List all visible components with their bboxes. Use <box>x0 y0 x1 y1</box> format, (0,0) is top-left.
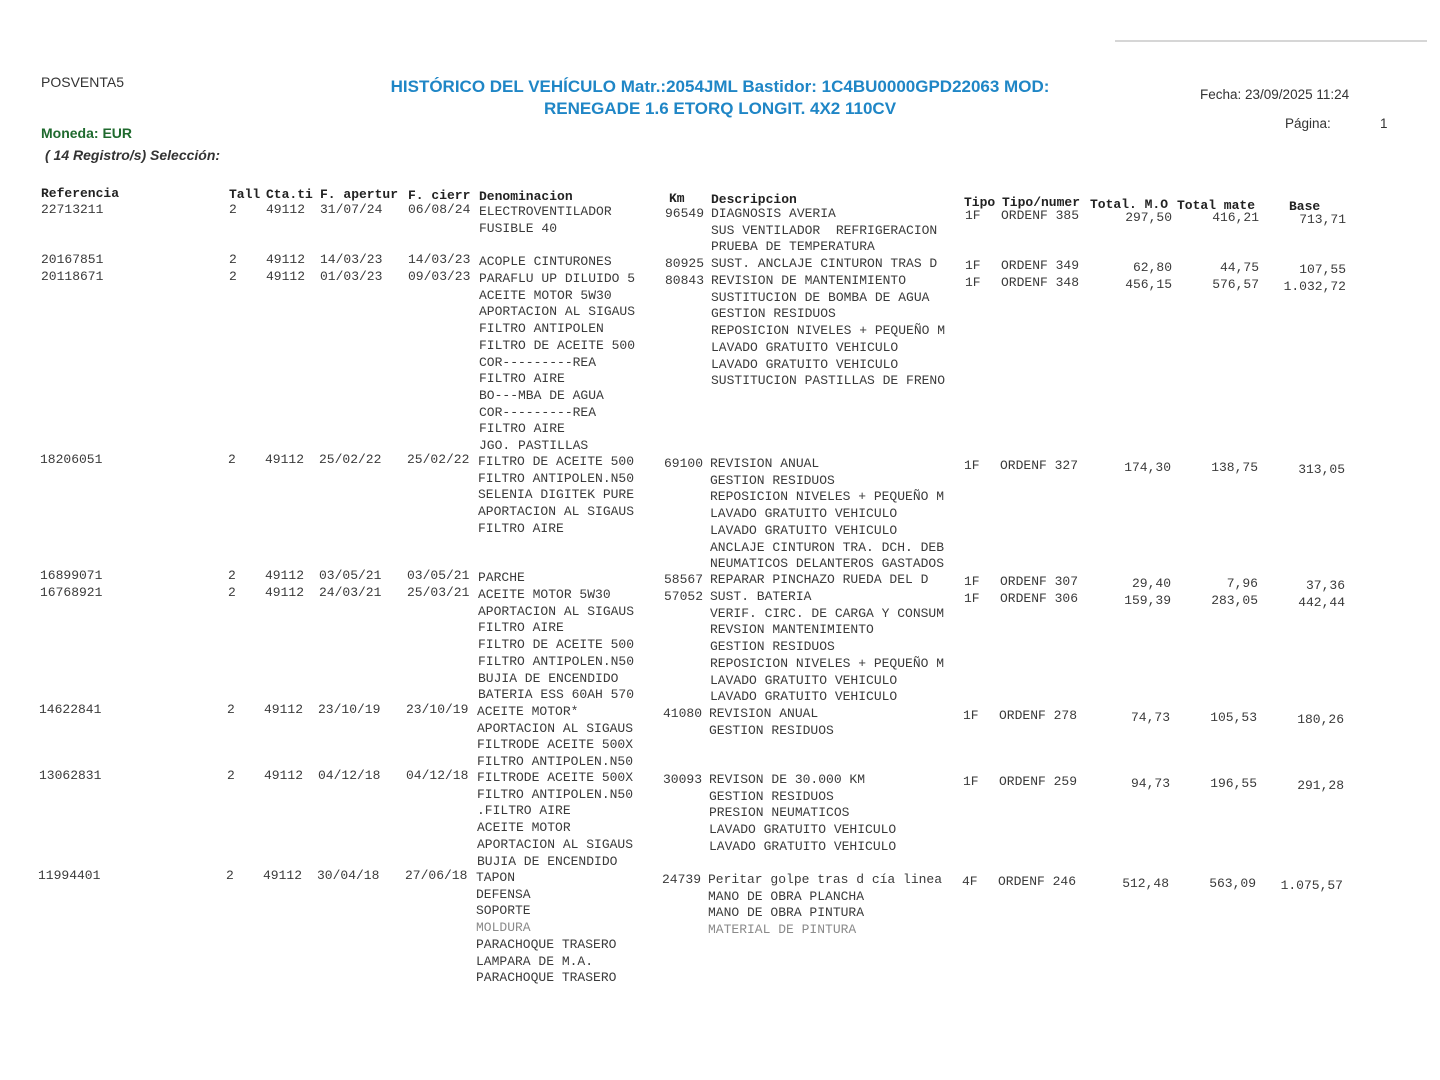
part-line: BUJIA DE ENCENDIDO <box>477 853 618 869</box>
part-line: FILTRO AIRE <box>479 371 565 387</box>
cell-km: 24739 <box>662 872 702 887</box>
operation-line: PRESION NEUMATICOS <box>709 805 850 821</box>
part-line: APORTACION AL SIGAUS <box>478 504 635 520</box>
cell-descripcion <box>711 273 945 390</box>
part-line: PARACHOQUE TRASERO <box>476 970 617 986</box>
operation-line: SUST. ANCLAJE CINTURON TRAS D <box>711 256 938 271</box>
cell-total-mo: 159,39 <box>1124 593 1171 608</box>
cell-ref: 16768921 <box>40 585 103 600</box>
part-line: ACEITE MOTOR 5W30 <box>479 287 612 303</box>
cell-tipo: 1F <box>965 275 981 290</box>
operation-line: LAVADO GRATUITO VEHICULO <box>710 506 898 522</box>
part-line: DEFENSA <box>476 886 531 902</box>
cell-cierre: 04/12/18 <box>406 768 469 783</box>
cell-base: 180,26 <box>1297 712 1344 727</box>
col-referencia: Referencia <box>41 186 120 201</box>
cell-total-mo: 62,80 <box>1132 260 1172 275</box>
operation-line: LAVADO GRATUITO VEHICULO <box>710 672 898 688</box>
operation-line: GESTION RESIDUOS <box>709 722 834 738</box>
operation-line: REPOSICION NIVELES + PEQUEÑO M <box>710 489 945 505</box>
cell-ref: 20118671 <box>41 269 104 284</box>
record-count: ( 14 Registro/s) Selección: <box>45 147 221 163</box>
part-line: SOPORTE <box>476 903 531 919</box>
cell-apertura: 31/07/24 <box>320 202 383 217</box>
col-km: Km <box>669 191 685 206</box>
cell-cta: 49112 <box>265 585 305 600</box>
cell-total-mat: 563,09 <box>1209 876 1256 891</box>
cell-cta: 49112 <box>263 868 303 883</box>
operation-line: GESTION RESIDUOS <box>710 639 835 655</box>
cell-denominacion <box>479 254 612 271</box>
operation-line: REPOSICION NIVELES + PEQUEÑO M <box>711 323 946 339</box>
operation-line: SUSTITUCION DE BOMBA DE AGUA <box>711 289 930 305</box>
col-cta: Cta.ti <box>266 187 313 202</box>
part-line: FUSIBLE 40 <box>479 220 558 236</box>
col-tall: Tall <box>229 187 261 202</box>
operation-line: MANO DE OBRA PINTURA <box>708 905 865 921</box>
part-line: FILTRO AIRE <box>478 520 564 536</box>
cell-total-mat: 283,05 <box>1211 593 1258 608</box>
part-line: SELENIA DIGITEK PURE <box>478 487 635 503</box>
cell-descripcion <box>710 572 928 589</box>
operation-line: MANO DE OBRA PLANCHA <box>708 888 865 904</box>
cell-denominacion <box>477 704 633 771</box>
cell-apertura: 25/02/22 <box>319 452 382 467</box>
cell-tall: 2 <box>229 269 237 284</box>
cell-tall: 2 <box>227 702 235 717</box>
part-line: BUJIA DE ENCENDIDO <box>478 670 619 686</box>
cell-base: 1.075,57 <box>1280 878 1343 893</box>
part-line: ACEITE MOTOR* <box>477 704 579 719</box>
cell-km: 41080 <box>663 706 703 721</box>
cell-total-mat: 138,75 <box>1211 460 1258 475</box>
part-line: TAPON <box>476 870 516 885</box>
part-line: ACOPLE CINTURONES <box>479 254 612 269</box>
col-tipo-num: Tipo/numer <box>1002 195 1081 210</box>
operation-line: LAVADO GRATUITO VEHICULO <box>711 356 899 372</box>
cell-descripcion <box>711 256 937 273</box>
cell-tipo: 1F <box>963 708 979 723</box>
cell-tipo-num: ORDENF 307 <box>1000 574 1079 589</box>
operation-line: MATERIAL DE PINTURA <box>708 922 857 938</box>
part-line: APORTACION AL SIGAUS <box>478 603 635 619</box>
cell-base: 107,55 <box>1299 262 1346 277</box>
part-line: FILTRO ANTIPOLEN.N50 <box>478 470 635 486</box>
cell-apertura: 23/10/19 <box>318 702 381 717</box>
cell-total-mo: 512,48 <box>1122 876 1169 891</box>
cell-denominacion <box>478 587 634 704</box>
part-line: ELECTROVENTILADOR <box>479 204 612 219</box>
cell-descripcion <box>709 706 834 739</box>
cell-descripcion <box>710 456 944 573</box>
title-line-1: HISTÓRICO DEL VEHÍCULO Matr.:2054JML Bastidor: 1C4BU0000GPD22063 MOD: <box>390 77 1050 96</box>
cell-total-mo: 297,50 <box>1125 210 1172 225</box>
operation-line: REPARAR PINCHAZO RUEDA DEL D <box>710 572 929 587</box>
cell-km: 80925 <box>665 256 705 271</box>
operation-line: LAVADO GRATUITO VEHICULO <box>709 838 897 854</box>
part-line: .FILTRO AIRE <box>477 803 571 819</box>
col-descripcion: Descripcion <box>711 192 797 207</box>
cell-total-mat: 196,55 <box>1210 776 1257 791</box>
part-line: FILTRO ANTIPOLEN.N50 <box>477 786 634 802</box>
part-line: FILTRODE ACEITE 500X <box>477 770 634 785</box>
cell-tipo-num: ORDENF 349 <box>1001 258 1080 273</box>
cell-apertura: 24/03/21 <box>319 585 382 600</box>
cell-descripcion <box>709 772 896 856</box>
operation-line: LAVADO GRATUITO VEHICULO <box>710 522 898 538</box>
cell-tall: 2 <box>228 452 236 467</box>
operation-line: SUS VENTILADOR REFRIGERACION <box>711 222 938 238</box>
cell-tall: 2 <box>227 768 235 783</box>
cell-denominacion <box>478 570 525 587</box>
cell-apertura: 30/04/18 <box>317 868 380 883</box>
cell-apertura: 03/05/21 <box>319 568 382 583</box>
operation-line: REVISION ANUAL <box>710 456 820 471</box>
cell-km: 96549 <box>665 206 705 221</box>
part-line: FILTRODE ACEITE 500X <box>477 737 634 753</box>
cell-km: 58567 <box>664 572 704 587</box>
operation-line: LAVADO GRATUITO VEHICULO <box>710 689 898 705</box>
cell-denominacion <box>478 454 634 538</box>
part-line: APORTACION AL SIGAUS <box>477 836 634 852</box>
part-line: FILTRO AIRE <box>478 620 564 636</box>
part-line: FILTRO DE ACEITE 500 <box>478 454 635 469</box>
cell-km: 30093 <box>663 772 703 787</box>
cell-descripcion <box>708 872 942 939</box>
cell-denominacion <box>479 204 612 237</box>
cell-denominacion <box>476 870 616 987</box>
cell-base: 442,44 <box>1298 595 1345 610</box>
part-line: BATERIA ESS 60AH 570 <box>478 687 635 703</box>
cell-ref: 16899071 <box>40 568 103 583</box>
cell-apertura: 14/03/23 <box>320 252 383 267</box>
operation-line: Peritar golpe tras d cía linea <box>708 872 943 887</box>
cell-apertura: 04/12/18 <box>318 768 381 783</box>
report-date: Fecha: 23/09/2025 11:24 <box>1200 87 1350 102</box>
cell-tipo: 1F <box>963 774 979 789</box>
cell-tall: 2 <box>228 585 236 600</box>
col-tipo: Tipo <box>964 195 996 210</box>
part-line: JGO. PASTILLAS <box>479 438 589 454</box>
cell-total-mat: 105,53 <box>1210 710 1257 725</box>
page-label: Página: <box>1285 116 1331 131</box>
cell-tipo-num: ORDENF 306 <box>1000 591 1079 606</box>
cell-tipo-num: ORDENF 327 <box>1000 458 1079 473</box>
operation-line: GESTION RESIDUOS <box>710 472 835 488</box>
cell-tall: 2 <box>229 202 237 217</box>
operation-line: SUSTITUCION PASTILLAS DE FRENO <box>711 373 946 389</box>
cell-total-mo: 456,15 <box>1125 277 1172 292</box>
cell-descripcion <box>711 206 937 256</box>
cell-base: 1.032,72 <box>1283 279 1346 294</box>
cell-tipo: 1F <box>964 591 980 606</box>
cell-km: 80843 <box>665 273 705 288</box>
operation-line: LAVADO GRATUITO VEHICULO <box>709 822 897 838</box>
operation-line: NEUMATICOS DELANTEROS GASTADOS <box>710 556 945 572</box>
cell-tipo: 1F <box>964 458 980 473</box>
part-line: BO---MBA DE AGUA <box>479 387 604 403</box>
cell-tall: 2 <box>226 868 234 883</box>
cell-cta: 49112 <box>266 269 306 284</box>
part-line: FILTRO ANTIPOLEN <box>479 321 604 337</box>
cell-tipo: 1F <box>965 208 981 223</box>
cell-total-mat: 576,57 <box>1212 277 1259 292</box>
operation-line: REVISION DE MANTENIMIENTO <box>711 273 907 288</box>
cell-cta: 49112 <box>265 568 305 583</box>
cell-ref: 18206051 <box>40 452 103 467</box>
operation-line: DIAGNOSIS AVERIA <box>711 206 836 221</box>
col-denominacion: Denominacion <box>479 189 573 204</box>
cell-cierre: 23/10/19 <box>406 702 469 717</box>
operation-line: REVISON DE 30.000 KM <box>709 772 866 787</box>
cell-km: 57052 <box>664 589 704 604</box>
part-line: FILTRO DE ACEITE 500 <box>479 337 636 353</box>
operation-line: ANCLAJE CINTURON TRA. DCH. DEB <box>710 539 945 555</box>
company-name: POSVENTA5 <box>41 74 124 90</box>
operation-line: SUST. BATERIA <box>710 589 812 604</box>
currency: Moneda: EUR <box>41 125 132 141</box>
cell-base: 291,28 <box>1297 778 1344 793</box>
cell-tipo: 1F <box>965 258 981 273</box>
part-line: FILTRO ANTIPOLEN.N50 <box>478 653 635 669</box>
part-line: PARACHOQUE TRASERO <box>476 936 617 952</box>
cell-cierre: 06/08/24 <box>408 202 471 217</box>
cell-base: 313,05 <box>1298 462 1345 477</box>
cell-tipo: 4F <box>962 874 978 889</box>
cell-cierre: 25/03/21 <box>407 585 470 600</box>
cell-tipo-num: ORDENF 259 <box>999 774 1078 789</box>
part-line: PARAFLU UP DILUIDO 5 <box>479 271 636 286</box>
page-title <box>340 76 1100 120</box>
title-line-2: RENEGADE 1.6 ETORQ LONGIT. 4X2 110CV <box>543 99 897 118</box>
col-total-mo: Total. M.O <box>1090 197 1169 212</box>
cell-tipo-num: ORDENF 246 <box>998 874 1077 889</box>
part-line: FILTRO DE ACEITE 500 <box>478 637 635 653</box>
part-line: ACEITE MOTOR 5W30 <box>478 587 611 602</box>
operation-line: PRUEBA DE TEMPERATURA <box>711 239 875 255</box>
part-line: LAMPARA DE M.A. <box>476 953 594 969</box>
cell-total-mo: 29,40 <box>1131 576 1171 591</box>
col-total-mat: Total mate <box>1177 198 1256 213</box>
part-line: FILTRO ANTIPOLEN.N50 <box>477 754 634 770</box>
cell-tipo-num: ORDENF 348 <box>1001 275 1080 290</box>
cell-ref: 14622841 <box>39 702 102 717</box>
part-line: COR---------REA <box>479 354 597 370</box>
part-line: COR---------REA <box>479 404 597 420</box>
cell-cierre: 25/02/22 <box>407 452 470 467</box>
part-line: MOLDURA <box>476 920 531 936</box>
operation-line: REVISION ANUAL <box>709 706 819 721</box>
cell-cierre: 03/05/21 <box>407 568 470 583</box>
cell-ref: 11994401 <box>38 868 101 883</box>
cell-total-mo: 74,73 <box>1130 710 1170 725</box>
operation-line: LAVADO GRATUITO VEHICULO <box>711 339 899 355</box>
part-line: ACEITE MOTOR <box>477 820 571 836</box>
cell-tipo-num: ORDENF 385 <box>1001 208 1080 223</box>
operation-line: GESTION RESIDUOS <box>711 306 836 322</box>
operation-line: VERIF. CIRC. DE CARGA Y CONSUM <box>710 605 945 621</box>
cell-cta: 49112 <box>266 202 306 217</box>
cell-cta: 49112 <box>266 252 306 267</box>
page-number: 1 <box>1380 116 1388 131</box>
cell-denominacion <box>477 770 633 870</box>
cell-cierre: 14/03/23 <box>408 252 471 267</box>
cell-base: 37,36 <box>1305 578 1345 593</box>
scan-artifact-line <box>1115 40 1427 42</box>
cell-total-mat: 7,96 <box>1226 576 1258 591</box>
cell-cierre: 27/06/18 <box>405 868 468 883</box>
cell-km: 69100 <box>664 456 704 471</box>
operation-line: REPOSICION NIVELES + PEQUEÑO M <box>710 655 945 671</box>
part-line: PARCHE <box>478 570 525 585</box>
operation-line: REVSION MANTENIMIENTO <box>710 622 874 638</box>
cell-base: 713,71 <box>1299 212 1346 227</box>
part-line: FILTRO AIRE <box>479 421 565 437</box>
col-cierre: F. cierr <box>408 188 471 203</box>
cell-total-mo: 174,30 <box>1124 460 1171 475</box>
part-line: APORTACION AL SIGAUS <box>477 720 634 736</box>
operation-line: GESTION RESIDUOS <box>709 788 834 804</box>
cell-cierre: 09/03/23 <box>408 269 471 284</box>
cell-ref: 13062831 <box>39 768 102 783</box>
cell-denominacion <box>479 271 635 455</box>
cell-tipo-num: ORDENF 278 <box>999 708 1078 723</box>
col-base: Base <box>1289 199 1321 214</box>
cell-cta: 49112 <box>264 702 304 717</box>
cell-ref: 22713211 <box>41 202 104 217</box>
part-line: APORTACION AL SIGAUS <box>479 304 636 320</box>
cell-tipo: 1F <box>964 574 980 589</box>
cell-total-mat: 44,75 <box>1219 260 1259 275</box>
cell-total-mat: 416,21 <box>1212 210 1259 225</box>
cell-ref: 20167851 <box>41 252 104 267</box>
cell-tall: 2 <box>229 252 237 267</box>
col-apertura: F. apertur <box>320 187 399 202</box>
cell-apertura: 01/03/23 <box>320 269 383 284</box>
cell-tall: 2 <box>228 568 236 583</box>
cell-descripcion <box>710 589 944 706</box>
cell-total-mo: 94,73 <box>1130 776 1170 791</box>
cell-cta: 49112 <box>264 768 304 783</box>
cell-cta: 49112 <box>265 452 305 467</box>
